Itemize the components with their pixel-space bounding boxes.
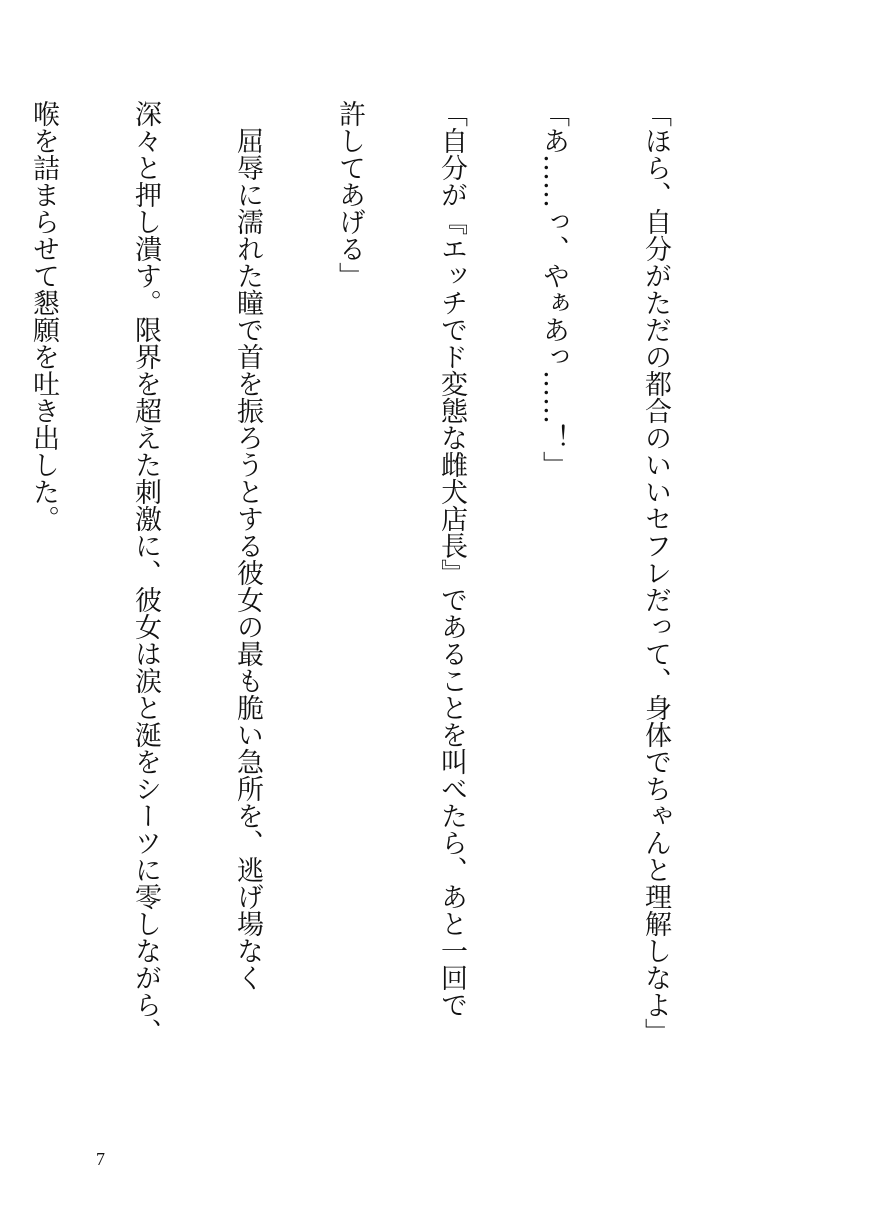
text-line: 「自分が『エッチでド変態な雌犬店長』であることを叫べたら、あと一回で xyxy=(436,100,467,1018)
text-line: 「あ……っ、やぁあっ……！」 xyxy=(538,100,569,478)
text-line: 許してあげる」 xyxy=(334,100,365,289)
vertical-text-body xyxy=(0,100,740,1045)
page-number: 7 xyxy=(96,1149,105,1169)
text-line: 深々と押し潰す。限界を超えた刺激に、彼女は涙と涎をシーツに零しながら、 xyxy=(130,100,161,1045)
text-line: 「ほら、自分がただの都合のいいセフレだって、身体でちゃんと理解しなよ」 xyxy=(640,100,671,1045)
text-line: 喉を詰まらせて懇願を吐き出した。 xyxy=(28,100,59,532)
text-line: 屈辱に濡れた瞳で首を振ろうとする彼女の最も脆い急所を、逃げ場なく xyxy=(232,100,263,991)
